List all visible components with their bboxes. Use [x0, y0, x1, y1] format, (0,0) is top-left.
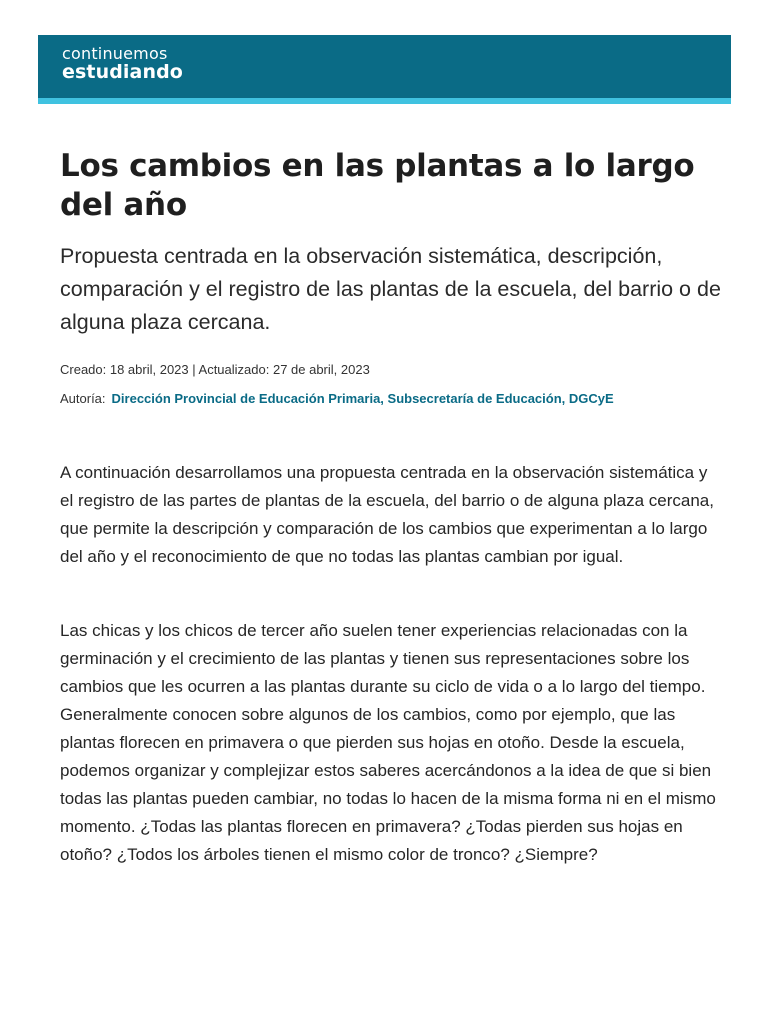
author-label: Autoría:: [60, 391, 106, 406]
site-header: [38, 35, 731, 104]
logo-line-2: estudiando: [62, 61, 183, 83]
site-logo[interactable]: [62, 46, 183, 82]
page-subtitle: Propuesta centrada en la observación sistemática, descripción, comparación y el registro de las plantas de la escuela, del barrio o de alguna plaza cercana.: [60, 244, 721, 334]
body-paragraph-2: Las chicas y los chicos de tercer año suelen tener experiencias relacionadas con la germinación y el crecimiento de las plantas y tienen sus representaciones sobre los cambios que les ocurren a las plantas durante su ciclo de vida o a lo largo del tiempo. Generalmente conocen sobre algunos de los cambios, como por ejemplo, que las plantas florecen en primavera o que pierden sus hojas en otoño. Desde la escuela, podemos organizar y complejizar estos saberes acercándonos a la idea de que si bien todas las plantas pueden cambiar, no todas lo hacen de la misma forma ni en el mismo momento. ¿Todas las plantas florecen en primavera? ¿Todas pierden sus hojas en otoño? ¿Todos los árboles tienen el mismo color de tronco? ¿Siempre?: [60, 621, 716, 864]
page-title: Los cambios en las plantas a lo largo del año: [60, 148, 695, 223]
author-line: [60, 391, 740, 406]
logo-line-1: continuemos: [62, 44, 168, 63]
body-paragraph-1: A continuación desarrollamos una propuesta centrada en la observación sistemática y el registro de las partes de plantas de la escuela, del barrio o de alguna plaza cercana, que permite la descripción y comparación de los cambios que experimentan a lo largo del año y el reconocimiento de que no todas las plantas cambian por igual.: [60, 463, 714, 566]
author-link[interactable]: Dirección Provincial de Educación Primaria, Subsecretaría de Educación, DGCyE: [111, 391, 614, 406]
publication-dates: Creado: 18 abril, 2023 | Actualizado: 27 de abril, 2023: [60, 362, 370, 377]
